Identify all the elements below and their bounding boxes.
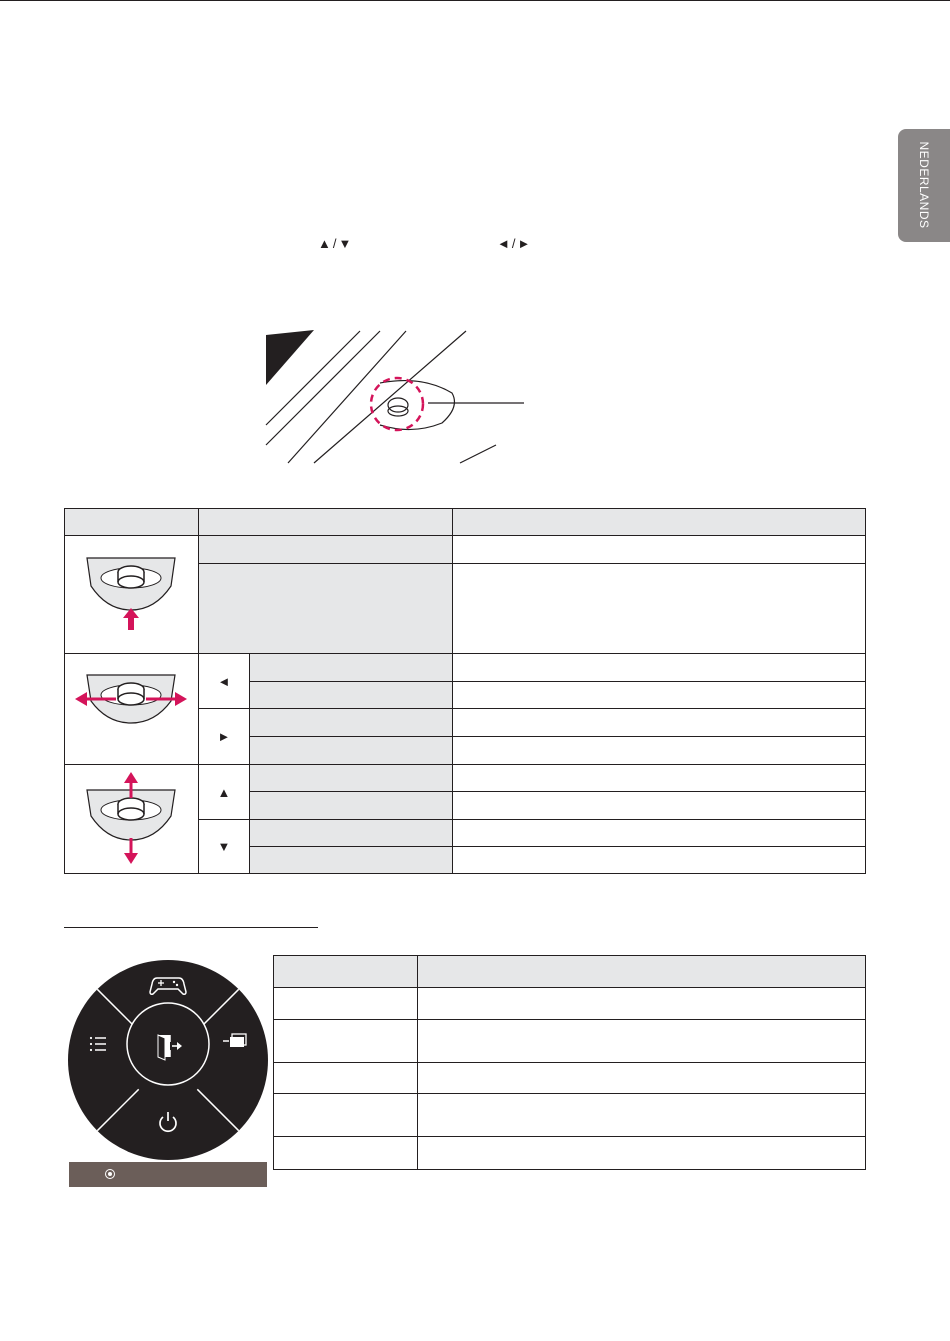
menu-wheel [68, 960, 268, 1160]
description-cell [417, 1137, 865, 1170]
top-rule [0, 0, 950, 1]
arrow-left-cell: ◄ [198, 654, 249, 709]
table-header-row [65, 509, 866, 536]
function-cell [249, 792, 452, 820]
section-heading-underline [64, 927, 318, 928]
description-cell [452, 820, 865, 847]
function-cell [249, 709, 452, 737]
table-row [274, 1063, 866, 1094]
joystick-up-down-cell [65, 765, 199, 874]
function-cell [249, 765, 452, 792]
header-cell [274, 956, 418, 988]
header-cell [417, 956, 865, 988]
description-cell [417, 1020, 865, 1063]
language-tab-label: NEDERLANDS [917, 141, 931, 229]
function-cell [198, 564, 452, 654]
table-row [274, 1020, 866, 1063]
joystick-press-icon [83, 552, 179, 634]
menu-item-cell [274, 1137, 418, 1170]
left-right-arrows-icon: ◄/► [497, 236, 533, 251]
description-cell [452, 536, 865, 564]
description-cell [452, 564, 865, 654]
joystick-left-right-cell [65, 654, 199, 765]
table-row [274, 1137, 866, 1170]
function-cell [198, 536, 452, 564]
joystick-up-down-icon [83, 770, 179, 866]
function-cell [249, 737, 452, 765]
description-cell [452, 709, 865, 737]
description-cell [417, 1063, 865, 1094]
description-cell [452, 682, 865, 709]
function-cell [249, 820, 452, 847]
menu-item-cell [274, 1094, 418, 1137]
menu-item-cell [274, 1063, 418, 1094]
table-row [65, 536, 866, 564]
up-down-arrows-icon: ▲/▼ [318, 236, 354, 251]
table-row [274, 988, 866, 1020]
function-cell [249, 682, 452, 709]
table-header-row [274, 956, 866, 988]
joystick-press-cell [65, 536, 199, 654]
menu-status-bar [69, 1162, 267, 1187]
language-tab[interactable] [898, 129, 950, 242]
joystick-location-illustration [262, 327, 532, 467]
description-cell [452, 654, 865, 682]
table-row [65, 765, 866, 792]
table-row [65, 654, 866, 682]
menu-function-table [273, 955, 866, 1170]
arrow-down-cell: ▼ [198, 820, 249, 874]
joystick-function-table [64, 508, 866, 874]
function-cell [249, 847, 452, 874]
arrow-up-cell: ▲ [198, 765, 249, 820]
joystick-left-right-icon [71, 667, 191, 749]
description-cell [452, 737, 865, 765]
header-cell [198, 509, 452, 536]
menu-item-cell [274, 988, 418, 1020]
description-cell [417, 1094, 865, 1137]
function-cell [249, 654, 452, 682]
joystick-indicator-icon [105, 1169, 115, 1179]
description-cell [452, 847, 865, 874]
description-cell [452, 792, 865, 820]
table-row [274, 1094, 866, 1137]
header-cell [65, 509, 199, 536]
description-cell [452, 765, 865, 792]
menu-item-cell [274, 1020, 418, 1063]
description-cell [417, 988, 865, 1020]
header-cell [452, 509, 865, 536]
arrow-right-cell: ► [198, 709, 249, 765]
